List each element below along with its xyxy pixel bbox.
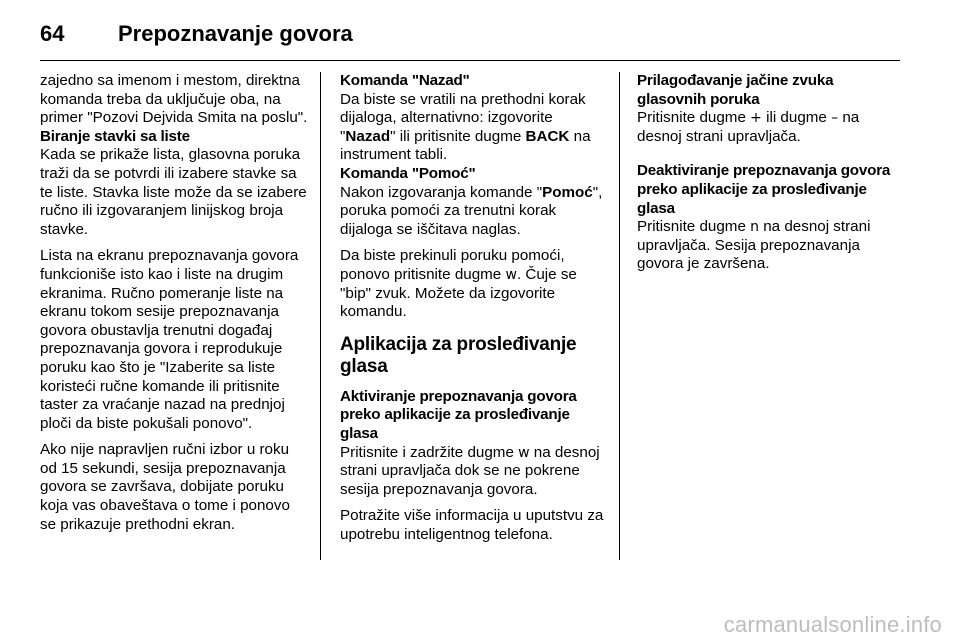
keyword-pomoc: Pomoć (542, 183, 593, 201)
heading-activate-pass-through: Aktiviranje prepoznavanja govora preko aplikacije za prosleđivanje glasa (340, 387, 577, 442)
column-2 (340, 72, 608, 552)
column-divider-2 (619, 72, 620, 560)
page-header (40, 14, 353, 54)
column-1 (40, 72, 308, 542)
minus-icon: – (831, 110, 839, 127)
paragraph-list-screen: Lista na ekranu prepoznavanja govora funkcioniše isto kao i liste na drugim ekranima. Ručno pomeranje liste na ekranu tokom sesije prepoznavanja govora obustavlja trenutni događaj prepoznavanja govora i reprodukuje poruku kao što je "Izaberite sa liste koristeći ručne komande ili pritisnite taster za vraćanje nazad na prednjoj ploči da biste pokušali ponovo". (40, 247, 299, 432)
heading-back-command: Komanda "Nazad" (340, 72, 470, 89)
keyword-nazad: Nazad (345, 127, 391, 145)
paragraph-timeout: Ako nije napravljen ručni izbor u roku od 15 sekundi, sesija prepoznavanja govora se završava, dobijate poruku koja vas obaveštava o tome i ponovo se prikazuje prethodni ekran. (40, 441, 290, 533)
paragraph-list-selection: Kada se prikaže lista, glasovna poruka traži da se potvrdi ili izabere stavke sa te liste. Stavka liste može da se izabere ručno ili izgovaranjem linijskog broja stavke. (40, 146, 307, 238)
heading-help-command: Komanda "Pomoć" (340, 164, 476, 182)
paragraph-back-command: Da biste se vratili na prethodni korak dijaloga, alternativno: izgovorite "Nazad" ili pritisnite dugme BACK na instrument tabli. (340, 90, 591, 164)
paragraph-name-location: zajedno sa imenom i mestom, direktna komanda treba da uključuje oba, na primer "Pozovi Dejvida Smita na poslu". (40, 72, 308, 127)
plus-icon: + (750, 110, 762, 127)
heading-deactivate-pass-through: Deaktiviranje prepoznavanja govora preko aplikacije za prosleđivanje glasa (637, 162, 891, 217)
end-call-icon: n (750, 219, 759, 236)
paragraph-activate-pass-through: Pritisnite i zadržite dugme w na desnoj strani upravljača dok se ne pokrene sesija prepoznavanja govora. (340, 443, 600, 498)
paragraph-deactivate-pass-through: Pritisnite dugme n na desnoj strani upravljača. Sesija prepoznavanja govora je završena. (637, 218, 871, 273)
keyword-back-button: BACK (525, 127, 570, 145)
watermark: carmanualsonline.info (723, 612, 942, 637)
paragraph-help-command: Nakon izgovaranja komande "Pomoć", poruka pomoći za trenutni korak dijaloga se iščitava naglas. (340, 183, 603, 238)
column-divider-1 (320, 72, 321, 560)
heading-list-selection: Biranje stavki sa liste (40, 127, 190, 145)
paragraph-adjust-volume: Pritisnite dugme + ili dugme – na desnoj strani upravljača. (637, 109, 860, 145)
page-title: Prepoznavanje govora (118, 21, 353, 46)
voice-button-icon: w (505, 266, 517, 283)
heading-adjust-volume: Prilagođavanje jačine zvuka glasovnih poruka (637, 72, 834, 108)
paragraph-more-info: Potražite više informacija u uputstvu za upotrebu inteligentnog telefona. (340, 507, 604, 543)
section-heading-voice-pass-through: Aplikacija za prosleđivanje glasa (340, 333, 577, 377)
header-rule (40, 60, 900, 61)
paragraph-interrupt-help: Da biste prekinuli poruku pomoći, ponovo pritisnite dugme w. Čuje se "bip" zvuk. Možete da izgovorite komandu. (340, 247, 577, 321)
page-number: 64 (40, 21, 65, 46)
column-3 (637, 72, 905, 282)
voice-button-icon: w (518, 444, 530, 461)
